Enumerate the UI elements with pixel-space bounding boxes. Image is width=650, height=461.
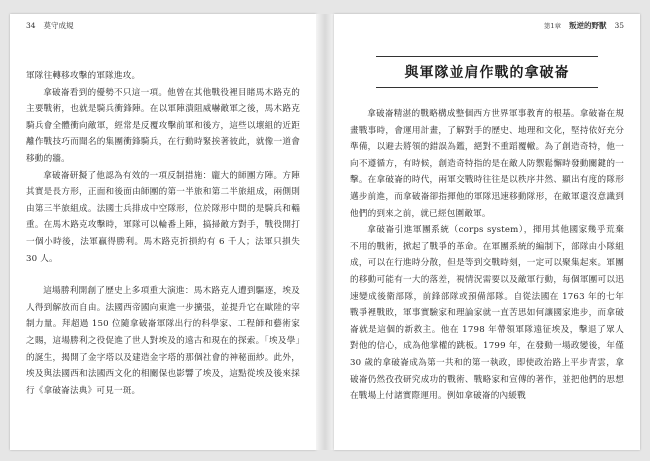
right-page-header	[544, 20, 624, 31]
book-gutter	[316, 14, 334, 450]
paragraph: 拿破崙精湛的戰略構成整個西方世界軍事教育的根基。拿破崙在規畫戰事時，會運用計畫，了解對手的歷史、地理和文化，堅持依好充分準備，以避去將領的錯誤為鑑，絕對不重蹈覆轍。為了創造奇特，他一向不遵循方，有時候，創造奇特指的是在敵人防禦鬆懈時發動關鍵的一擊。在拿破崙的時代，兩軍交戰時往往是以秩序井然、顯出有度的隊形邁步前進，而拿破崙卻指揮他的軍隊迅速移動隊形，在敵軍還沒意識到他們的到來之前，就已經包圍敵軍。	[350, 109, 624, 219]
chapter-label: 第1章	[543, 22, 561, 30]
section-label: 叛逆的野獸	[568, 21, 607, 30]
book-title: 莫守成規	[43, 21, 74, 30]
left-page-number: 34	[26, 21, 36, 30]
paragraph: 拿破崙看到的優勢不只這一項。他曾在其他戰役裡目睹馬木路克的主要戰術，也就是騎兵衝鋒陣。在以軍陣潰阻威嚇敵軍之後，馬木路克騎兵會全體衝向敵軍，經常是反覆攻擊前軍和後方，這些以壞組的近距離作戰技巧而聞名的集團衝鋒騎兵，在行動時緊挨著彼此，就像一道會移動的牆。	[26, 87, 300, 164]
left-page-body	[26, 68, 300, 399]
right-page-body	[350, 106, 624, 405]
right-page	[334, 14, 640, 450]
left-page	[10, 14, 316, 450]
left-page-header	[26, 20, 74, 31]
right-page-number: 35	[614, 21, 624, 30]
paragraph: 拿破崙引進軍團系統（corps system），揮用其他國家幾乎荒棄不用的戰術，掀起了戰爭的革命。在軍團系統的編制下，部隊由小隊組成，可以在行進時分散，但是等到交戰時刻，一定可以聚集起來。軍團的移動可能有一大的落差，視情況需要以及敵軍行動，每個軍團可以迅速變成後衛部隊，前鋒部隊或預備部隊。自從法國在 1763 年的七年戰爭裡戰敗，軍事實驗家和理論家就一直苦思如何讓國家進步，而拿破崙就是這個的新救主。他在 1798 年帶領軍隊遠征埃及，擊退了眾人對他的信心，成為他掌權的跳板。1799 年，在發動一場政變後，年僅 30 歲的拿破崙成為第一共和的第一執政，即使政治路上平步青雲，拿破崙仍然孜孜研究成功的戰術、戰略家和宣傳的著作，並把他們的思想在戰場上付諸實際運用。例如拿破崙的內緩戰	[350, 225, 624, 402]
paragraph: 拿破崙研擬了他認為有效的一項反制措施：龐大的師團方陣。方陣其實是長方形，正面和後面由師團的第一半旅和第二半旅組成，兩側則由第三半旅組成。法國士兵排成中空隊形，位於隊形中間的是騎兵和輜重。在馬木路克攻擊時，軍隊可以輪番上陣，搞掃敵方對手，戰役開打一個小時後，法軍贏得勝利。馬木路克折損約有 6 千人；法軍只損失 30 人。	[26, 170, 300, 264]
paragraph: 軍隊往轉移攻擊的軍隊進攻。	[26, 71, 141, 81]
section-title: 與軍隊並肩作戰的拿破崙	[404, 65, 570, 81]
section-title-box	[376, 56, 598, 88]
paragraph: 這場勝利開創了歷史上多項重大演進：馬木路克人遭到驅逐，埃及人得到解放而自由。法國西帝國向東進一步擴張，並提升它在歐陸的宰制力量。拜超過 150 位隨拿破崙軍隊出行的科學家、工程師和藝術家之賜，這場勝利之役促進了世人對埃及的遠古和現在的探索。「埃及學」的誕生，揭開了金字塔以及建造金字塔的那個社會的神秘面紗。此外，埃及與法國西和法國西文化的相關保也影響了埃及，這點從埃及後來採行《拿破崙法典》可見一斑。	[26, 286, 300, 396]
